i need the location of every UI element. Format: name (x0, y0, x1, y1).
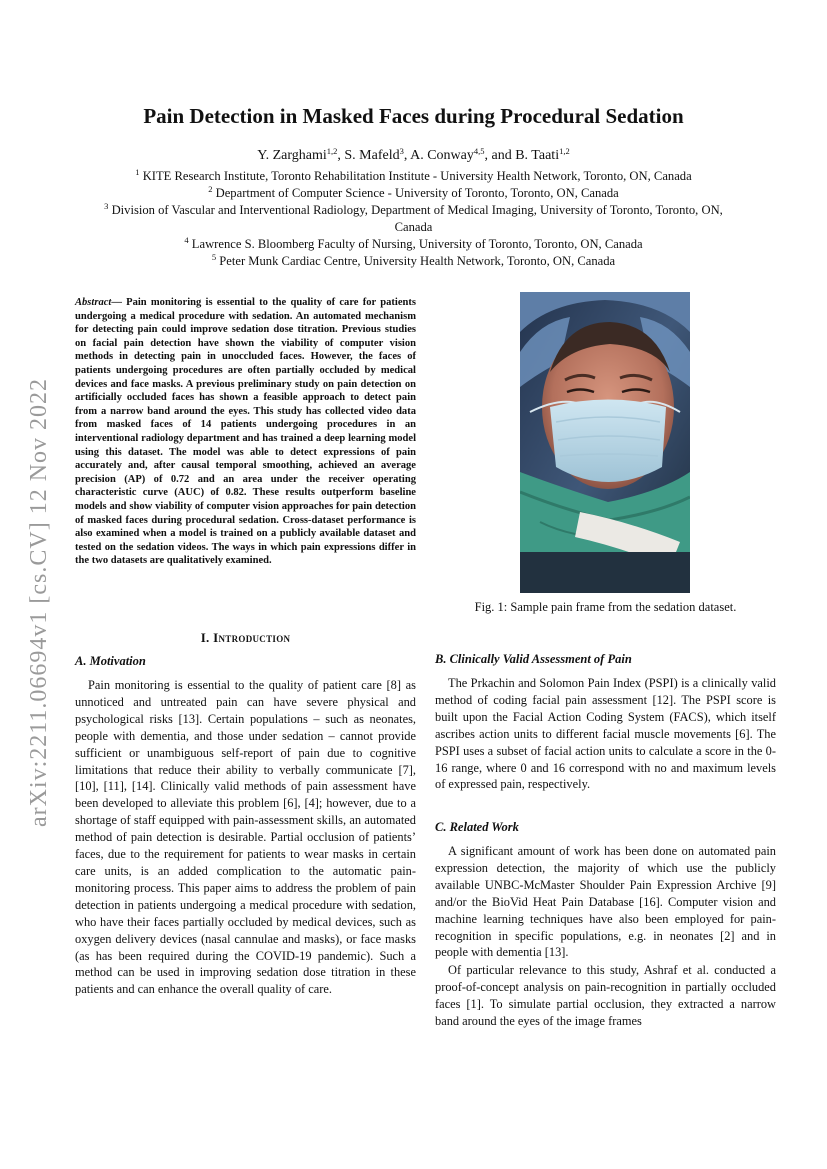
affiliation: $^5$ Peter Munk Cardiac Centre, University Health Network, Toronto, ON, Canada (211, 251, 616, 268)
section-heading-introduction: I. Introduction (200, 630, 291, 645)
abstract-text: Pain monitoring is essential to the quality of care for patients undergoing a medical procedure with sedation. An automated mechanism for detecting pain could improve sedation dose titration. Previous studies on facial pain detection have shown the viability of computer vision methods in detecting pain in unoccluded faces. However, the faces of patients undergoing procedures are often partially occluded by medical devices and face masks. A previous preliminary study on pain detection on artificially occluded faces has shown a feasible approach to detect pain from a narrow band around the eyes. This study has collected video data from masked faces of 14 patients undergoing procedures in an interventional radiology department and has trained a deep learning model using this dataset. The model was able to detect expressions of pain accurately and, after causal temporal smoothing, achieved an average precision (AP) of 0.72 and an area under the receiver operating characteristic curve (AUC) of 0.82. These results outperform baseline models and show viability of computer vision approaches for pain detection of masked faces during procedural sedation. Cross-dataset performance is also examined when a model is trained on a publicly available dataset and tested on the sedation videos. The ways in which pain expressions differ in the two datasets are qualitatively examined. (75, 297, 416, 567)
abstract-dash: — (111, 297, 127, 308)
sample-pain-frame-image (520, 292, 690, 593)
affiliation-list (95, 168, 732, 269)
pspi-paragraph: The Prkachin and Solomon Pain Index (PSPI) is a clinically valid method of coding facial pain assessment [12]. The PSPI score is built upon the Facial Action Coding System (FACS), which itself ascribes action units to different facial muscle movements [6]. The PSPI uses a subset of facial action units to calculate a score in the 0-16 range, where 0 and 16 correspond with no and maximum levels of expressed pain, respectively. (435, 676, 776, 792)
affiliation: $^1$ KITE Research Institute, Toronto Rehabilitation Institute - University Health Network, Toronto, ON, Canada (135, 167, 692, 183)
related-work-paragraph-1: A significant amount of work has been done on automated pain expression detection, the majority of which use the publicly available UNBC-McMaster Shoulder Pain Expression Archive [9] and/or the BioVid Heat Pain Database [16]. Computer vision and machine learning techniques have also been employed for pain-recognition in specific populations, e.g. in neonates [2] and in people with dementia [13]. (435, 844, 776, 960)
author: Y. Zarghami$^{1,2}$, (257, 146, 345, 163)
author: S. Mafeld$^3$, (344, 146, 411, 163)
abstract (75, 296, 416, 568)
arxiv-identifier-text: arXiv:2211.06694v1 [cs.CV] 12 Nov 2022 (26, 377, 53, 828)
related-work-paragraph-2: Of particular relevance to this study, Ashraf et al. conducted a proof-of-concept analysis on pain-recognition in partially occluded faces [1]. To simulate partial occlusion, they extracted a narrow band around the eyes of the image frames (435, 963, 776, 1028)
affiliation: $^3$ Division of Vascular and Interventional Radiology, Department of Medical Imaging, University of Toronto, Toronto, ON, Canada (104, 200, 723, 234)
subsection-heading-related-work: C. Related Work (435, 820, 519, 834)
motivation-paragraph: Pain monitoring is essential to the quality of patient care [8] as unnoticed and untreated pain can have severe physical and psychological risks [13]. Certain populations – such as neonates, people with dementia, and those under sedation – cannot provide sufficient or unambiguous self-report of pain due to cognitive limitations that reduce their ability to verbally communicate [7], [10], [11], [14]. Clinically valid methods of pain assessment have been developed to alleviate this problem [6], [4]; however, due to a shortage of staff equipped with pain-assessment skills, an automated method of pain detection is desirable. Partial occlusion of patients’ faces, due to the requirement for patients to wear masks in certain care units, is an added complication to the automatic pain-monitoring process. This paper aims to address the problem of pain detection in patients undergoing a medical procedure with sedation, who have their faces partially occluded by medical devices, such as oxygen delivery devices (nasal cannulae and masks), or face masks (as has been required during the COVID-19 pandemic). Such a method can be used in improving sedation dose titration in these patients and can enhance the overall quality of care. (75, 678, 416, 997)
arxiv-identifier (8, 355, 72, 850)
author: A. Conway$^{4,5}$, and (410, 146, 516, 163)
subsection-heading-motivation: A. Motivation (75, 654, 146, 668)
paper-title: Pain Detection in Masked Faces during Procedural Sedation (143, 104, 684, 128)
affiliation: $^2$ Department of Computer Science - University of Toronto, Toronto, ON, Canada (208, 183, 619, 200)
author: B. Taati$^{1,2}$ (515, 146, 570, 163)
figure-caption: Fig. 1: Sample pain frame from the sedation dataset. (474, 600, 737, 614)
subsection-heading-pspi: B. Clinically Valid Assessment of Pain (435, 652, 632, 666)
affiliation: $^4$ Lawrence S. Bloomberg Faculty of Nursing, University of Toronto, Toronto, ON, Canada (184, 234, 643, 251)
abstract-label: Abstract (75, 297, 112, 308)
author-list (0, 148, 827, 164)
